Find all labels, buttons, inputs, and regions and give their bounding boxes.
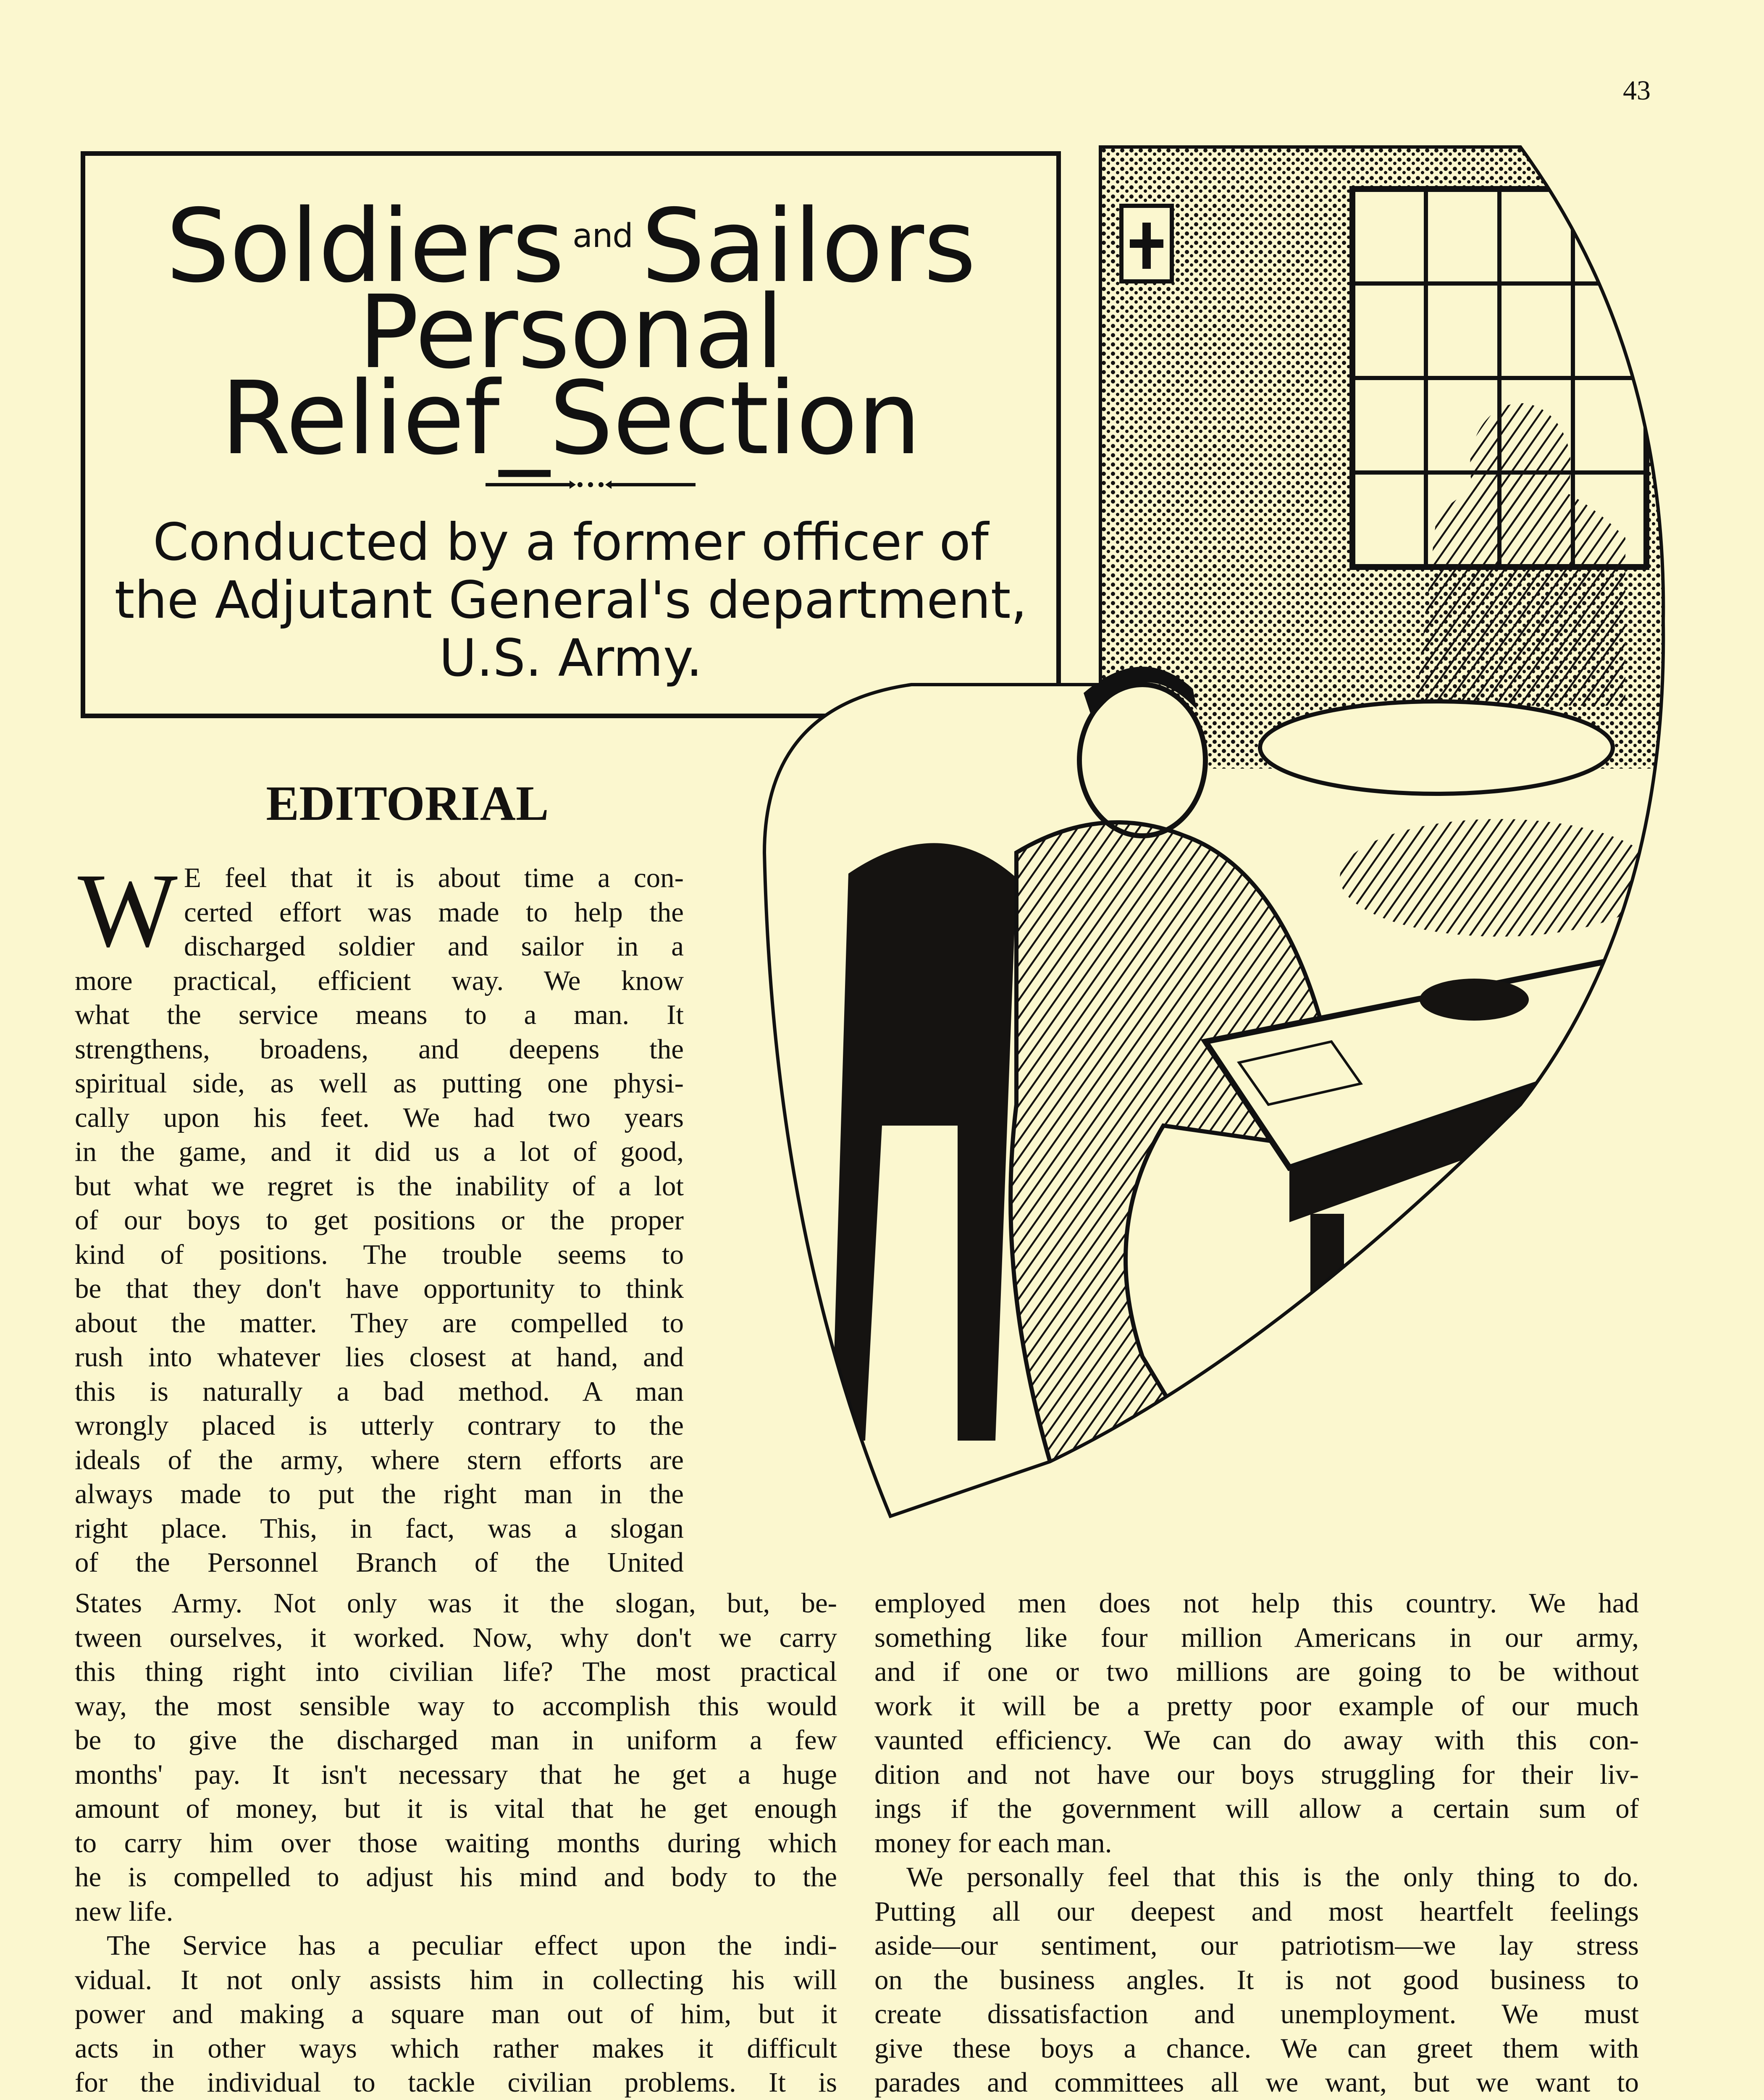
- subtitle-line-3: U.S. Army.: [439, 628, 703, 688]
- text-line: employed men does not help this country. We had: [874, 1588, 1639, 1619]
- text-line: tween ourselves, it worked. Now, why don't we carry: [75, 1622, 837, 1653]
- text-line: more practical, efficient way. We know: [75, 965, 684, 996]
- text-line: amount of money, but it is vital that he get enough: [75, 1793, 837, 1824]
- title-line-2: Personal: [358, 273, 784, 391]
- text-line: way, the most sensible way to accomplish this would: [75, 1690, 837, 1722]
- text-line: States Army. Not only was it the slogan, but, be-: [75, 1588, 837, 1619]
- text-line: aside—our sentiment, our patriotism—we lay stress: [874, 1930, 1639, 1961]
- title-and: and: [572, 217, 633, 255]
- text-line: ings if the government will allow a certain sum of: [874, 1793, 1639, 1824]
- page-number: 43: [1623, 75, 1651, 106]
- text-line: in the game, and it did us a lot of good,: [75, 1136, 684, 1167]
- text-line: for the individual to tackle civilian problems. It is: [75, 2067, 837, 2098]
- text-line: parades and committees all we want, but we want to: [874, 2067, 1639, 2098]
- text-line: on the business angles. It is not good business to: [874, 1964, 1639, 1995]
- title-ornament: [486, 477, 696, 492]
- text-line: to carry him over those waiting months during which: [75, 1827, 837, 1858]
- text-line: discharged soldier and sailor in a: [184, 931, 684, 962]
- text-line: always made to put the right man in the: [75, 1478, 684, 1509]
- text-line: power and making a square man out of him, but it: [75, 1998, 837, 2029]
- text-line: E feel that it is about time a con-: [184, 862, 684, 893]
- editorial-text-narrow: [75, 851, 684, 1580]
- subtitle-line-2: the Adjutant General's department,: [114, 570, 1027, 630]
- text-line: about the matter. They are compelled to: [75, 1307, 684, 1339]
- text-line: he is compelled to adjust his mind and body to the: [75, 1861, 837, 1893]
- text-line: something like four million Americans in our army,: [874, 1622, 1639, 1653]
- text-line: give these boys a chance. We can greet them with: [874, 2032, 1639, 2064]
- title-sailors: Sailors: [641, 187, 976, 305]
- text-line: be to give the discharged man in uniform a few: [75, 1725, 837, 1756]
- text-line: be that they don't have opportunity to think: [75, 1273, 684, 1304]
- text-line: rush into whatever lies closest at hand, and: [75, 1341, 684, 1373]
- text-line: create dissatisfaction and unemployment. We must: [874, 1998, 1639, 2029]
- text-line: kind of positions. The trouble seems to: [75, 1239, 684, 1270]
- text-line: this thing right into civilian life? The most practical: [75, 1656, 837, 1687]
- text-line: We personally feel that this is the only thing to do.: [906, 1861, 1639, 1893]
- title-soldiers: Soldiers: [165, 187, 564, 305]
- text-line: this is naturally a bad method. A man: [75, 1376, 684, 1407]
- text-line: new life.: [75, 1895, 173, 1927]
- editorial-heading: EDITORIAL: [266, 776, 549, 831]
- text-line: what the service means to a man. It: [75, 999, 684, 1030]
- editorial-column-right: [874, 1586, 1639, 2100]
- soldier-at-desk-illustration: [722, 139, 1672, 1537]
- text-line: cally upon his feet. We had two years: [75, 1102, 684, 1133]
- text-line: Putting all our deepest and most heartfelt feelings: [874, 1895, 1639, 1927]
- text-line: certed effort was made to help the: [184, 896, 684, 928]
- text-line: work it will be a pretty poor example of our much: [874, 1690, 1639, 1722]
- text-line: right place. This, in fact, was a slogan: [75, 1512, 684, 1544]
- text-line: dition and not have our boys struggling for their liv-: [874, 1759, 1639, 1790]
- text-line: acts in other ways which rather makes it difficult: [75, 2032, 837, 2064]
- editorial-column-left: [75, 1586, 837, 2100]
- text-line: months' pay. It isn't necessary that he get a huge: [75, 1759, 837, 1790]
- text-line: but what we regret is the inability of a lot: [75, 1170, 684, 1202]
- title-line-3: Relief_Section: [220, 360, 921, 477]
- text-line: strengthens, broadens, and deepens the: [75, 1033, 684, 1065]
- text-line: of our boys to get positions or the proper: [75, 1205, 684, 1236]
- text-line: spiritual side, as well as putting one physi-: [75, 1068, 684, 1099]
- text-line: of the Personnel Branch of the United: [75, 1547, 684, 1578]
- text-line: vidual. It not only assists him in collecting his will: [75, 1964, 837, 1995]
- text-line: vaunted efficiency. We can do away with this con-: [874, 1725, 1639, 1756]
- text-line: wrongly placed is utterly contrary to the: [75, 1410, 684, 1441]
- drop-cap: W: [78, 851, 178, 969]
- text-line: The Service has a peculiar effect upon the indi-: [107, 1930, 837, 1961]
- text-line: ideals of the army, where stern efforts are: [75, 1444, 684, 1475]
- text-line: and if one or two millions are going to be without: [874, 1656, 1639, 1687]
- subtitle-line-1: Conducted by a former officer of: [153, 512, 989, 572]
- text-line: money for each man.: [874, 1827, 1112, 1858]
